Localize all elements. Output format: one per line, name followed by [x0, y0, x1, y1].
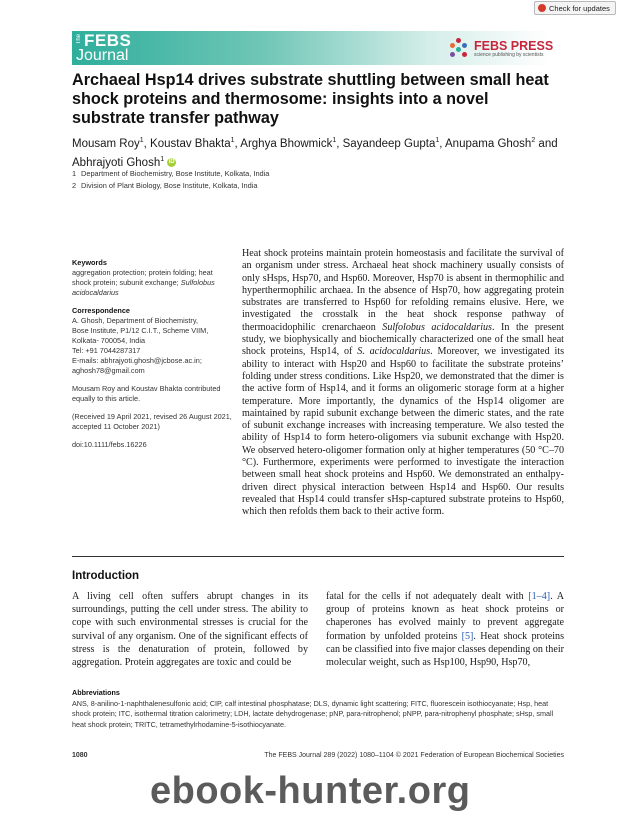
abbreviations	[72, 688, 564, 730]
journal-citation: The FEBS Journal 289 (2022) 1080–1104 © 2021 Federation of European Biochemical Societies	[264, 752, 564, 759]
author-list: Mousam Roy$^1$, Koustav Bhakta$^1$, Arghya Bhowmick$^1$, Sayandeep Gupta$^1$, Anupama Ghosh$^2$ and Abhrajyoti Ghosh$^1$ iD	[72, 137, 558, 169]
journal-logo-febs: FEBS	[84, 31, 132, 50]
check-for-updates-button[interactable]	[534, 1, 616, 15]
correspondence-email[interactable]: aghosh78@gmail.com	[72, 366, 145, 375]
journal-logo-journal: Journal	[76, 47, 129, 64]
article-sidebar	[72, 258, 232, 450]
keywords: aggregation protection; protein folding; heat shock protein; subunit exchange; Sulfolobus acidocaldarius	[72, 268, 215, 297]
febs-press-logo	[448, 38, 553, 60]
correspondence-line: Bose Institute, P1/12 C.I.T., Scheme VIIM,	[72, 326, 209, 335]
correspondence-line: Tel: +91 7044287317	[72, 346, 141, 355]
author[interactable]: Arghya Bhowmick	[240, 137, 333, 150]
febs-press-name: FEBS PRESS	[474, 38, 554, 53]
reference-link[interactable]: [1–4]	[528, 591, 551, 602]
affiliations	[72, 168, 269, 192]
author[interactable]: Mousam Roy	[72, 137, 140, 150]
author[interactable]: Koustav Bhakta	[150, 137, 231, 150]
affiliation: 1 Department of Biochemistry, Bose Institute, Kolkata, India	[72, 169, 270, 178]
equal-contribution-note: Mousam Roy and Koustav Bhakta contributed equally to this article.	[72, 384, 221, 403]
abbreviations-heading: Abbreviations	[72, 688, 120, 697]
correspondence-line: Kolkata- 700054, India	[72, 336, 146, 345]
febs-press-tagline: science publishing by scientists	[474, 52, 544, 59]
journal-logo-the: The	[76, 34, 82, 45]
orcid-icon[interactable]: iD	[168, 159, 175, 166]
correspondence-line: A. Ghosh, Department of Biochemistry,	[72, 316, 198, 325]
author[interactable]: Abhrajyoti Ghosh	[72, 156, 161, 169]
page-number: 1080	[72, 752, 88, 759]
doi-link[interactable]: doi:10.1111/febs.16226	[72, 440, 147, 449]
febs-press-dots-icon	[448, 38, 470, 60]
correspondence-heading: Correspondence	[72, 306, 130, 315]
abstract: Heat shock proteins maintain protein homeostasis and facilitate the survival of an organism under stress. Archaeal heat shock machinery usually consists of only sHsps, Hsp70, and Hsp60. Moreover, Hsp70 is absent in thermophilic and hyperthermophilic archaea. In the absence of Hsp70, how aggregating protein substrates are transferred to Hsp60 for refolding remains elusive. Here, we investigated the crosstalk in the heat shock response pathway of thermoacidophilic crenarchaeon Sulfolobus acidocaldarius. In the present study, we biophysically and biochemically characterized one of the small heat shock proteins, Hsp14, of S. acidocaldarius. Moreover, we investigated its ability to interact with Hsp20 and Hsp60 to facilitate the substrate proteins’ folding under stress conditions. Like Hsp20, we demonstrated that the dimer is the active form of Hsp14, and it forms an oligomeric storage form at a higher temperature. More importantly, the dynamics of the Hsp14 oligomer are maintained by rapid subunit exchange between the dimeric states, and the rate of subunit exchange increases with increasing temperature. We also tested the ability of Hsp14 to form hetero-oligomers via subunit exchange with Hsp20. We observed hetero-oligomer formation only at higher temperatures (50 °C–70 °C). Furthermore, experiments were performed to investigate the interaction between small heat shock proteins and Hsp60. We demonstrated an enthalpy-driven direct physical interaction between Hsp14 and Hsp60. Our results revealed that Hsp14 could transfer sHsp-captured substrate proteins to Hsp60, which then refolds them back to their active form.	[242, 248, 565, 518]
article-title: Archaeal Hsp14 drives substrate shuttling between small heat shock proteins and thermosome: insights into a novel substrate transfer pathway	[72, 71, 549, 127]
keywords-heading: Keywords	[72, 258, 107, 267]
affiliation: 2 Division of Plant Biology, Bose Institute, Kolkata, India	[72, 181, 258, 190]
introduction-left-column: A living cell often suffers abrupt changes in its surroundings, putting the cell under stress. The ability to cope with such environmental stresses is crucial for the survival of any organism. One of the significant effects of stress is the denaturation of protein, followed by aggregation. Protein aggregates are toxic and could be	[72, 591, 308, 669]
introduction-right-column: fatal for the cells if not adequately dealt with [1–4]. A group of proteins known as heat shock proteins or chaperones has evolved mainly to prevent aggregate formation by unfolded proteins [5]. Heat shock proteins can be classified into five major classes depending on their molecular weight, such as Hsp100, Hsp90, Hsp70,	[326, 591, 565, 669]
watermark: ebook-hunter.org	[150, 770, 471, 812]
abstract-divider	[72, 556, 564, 557]
author[interactable]: Anupama Ghosh	[445, 137, 532, 150]
author[interactable]: Sayandeep Gupta	[342, 137, 436, 150]
received-dates: (Received 19 April 2021, revised 26 August 2021, accepted 11 October 2021)	[72, 412, 232, 431]
introduction-heading: Introduction	[72, 570, 140, 582]
reference-link[interactable]: [5]	[461, 630, 474, 642]
abbreviations-text: ANS, 8-anilino-1-naphthalenesulfonic acid; CIP, calf intestinal phosphatase; DLS, dynamic light scattering; FITC, fluorescein isothiocyanate; Hsp, heat shock protein; ITC, isothermal titration calorimetry; LDH, lactate dehydrogenase; pNP, para-nitrophenol; pNPP, para-nitrophenyl phosphate; sHsp, small heat shock protein; TRITC, tetramethylrhodamine-5-isothiocyanate.	[72, 698, 554, 729]
correspondence-email[interactable]: E-mails: abhrajyoti.ghosh@jcbose.ac.in;	[72, 356, 202, 365]
crossmark-icon	[538, 4, 546, 12]
check-for-updates-label: Check for updates	[549, 3, 610, 13]
